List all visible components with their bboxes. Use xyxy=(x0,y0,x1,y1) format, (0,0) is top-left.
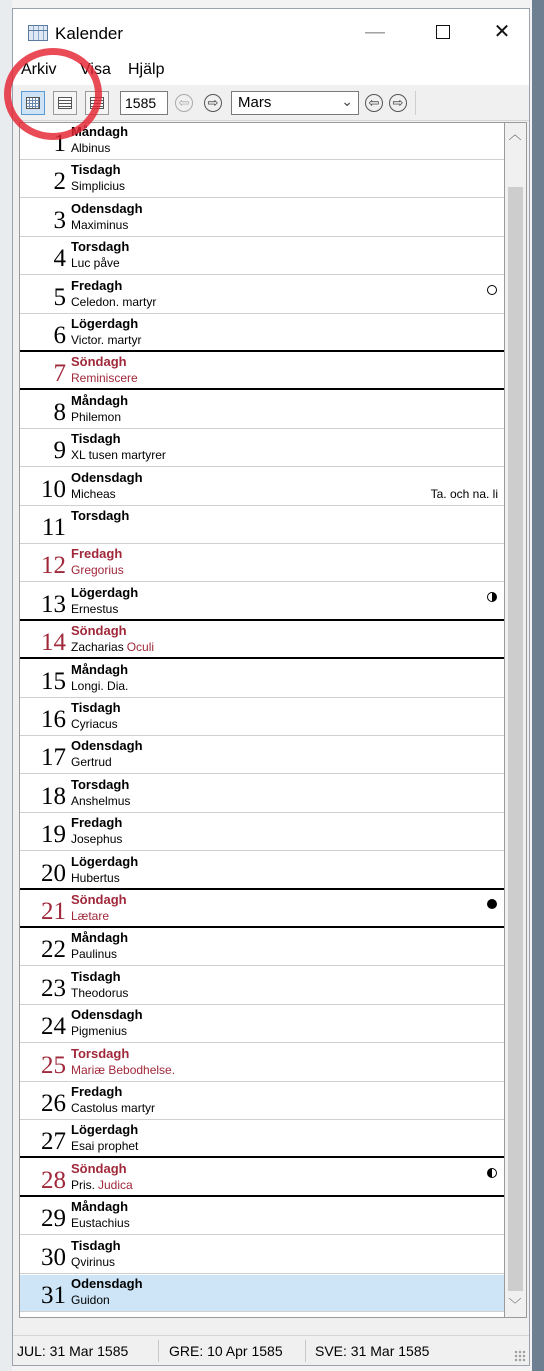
day-row[interactable] xyxy=(20,277,504,314)
day-row[interactable] xyxy=(20,507,504,544)
weekday-name: Söndagh xyxy=(71,623,127,638)
weekday-name: Lögerdagh xyxy=(71,585,139,600)
saint-text: Victor. martyr xyxy=(71,333,142,347)
saint-name xyxy=(71,1178,133,1192)
day-row[interactable] xyxy=(20,545,504,582)
window-title: Kalender xyxy=(55,24,124,43)
status-swedish-date: SVE: 31 Mar 1585 xyxy=(315,1343,430,1359)
saint-name xyxy=(71,218,128,232)
day-number: 6 xyxy=(53,322,66,349)
day-number: 23 xyxy=(41,975,66,1002)
saint-name xyxy=(71,871,120,885)
calendar-window xyxy=(12,8,530,1366)
day-row[interactable] xyxy=(20,315,504,352)
detail-list-view-button[interactable] xyxy=(85,91,109,115)
moon-phase-new-icon xyxy=(487,285,497,295)
close-icon: ✕ xyxy=(493,21,511,43)
day-row[interactable] xyxy=(20,238,504,275)
saint-text: Guidon xyxy=(71,1293,110,1307)
saint-text: Luc påve xyxy=(71,256,120,270)
saint-name xyxy=(71,1101,155,1115)
saint-name xyxy=(71,179,125,193)
saint-name xyxy=(71,1063,175,1077)
list-view-button[interactable] xyxy=(53,91,77,115)
chevron-up-icon: ︿ xyxy=(508,127,522,142)
day-row[interactable] xyxy=(20,430,504,467)
detail-list-view-icon xyxy=(90,97,104,109)
day-number: 16 xyxy=(41,706,66,733)
scroll-thumb[interactable] xyxy=(508,187,523,1291)
saint-text: Cyriacus xyxy=(71,717,118,731)
day-number: 15 xyxy=(41,668,66,695)
saint-text: Paulinus xyxy=(71,947,118,961)
day-row[interactable] xyxy=(20,353,504,390)
day-note: Ta. och na. li xyxy=(430,487,498,501)
list-view-icon xyxy=(58,97,72,109)
weekday-name: Odensdagh xyxy=(71,1276,143,1291)
chevron-down-icon: ﹀ xyxy=(508,1297,522,1312)
saint-name xyxy=(71,1139,138,1153)
weekday-name: Söndagh xyxy=(71,1161,127,1176)
day-list xyxy=(19,122,505,1318)
maximize-icon xyxy=(436,25,450,39)
weekday-name: Odensdagh xyxy=(71,738,143,753)
feast-name: Judica xyxy=(98,1178,133,1192)
weekday-name: Fredagh xyxy=(71,815,123,830)
saint-name xyxy=(71,909,109,923)
weekday-name: Lögerdagh xyxy=(71,316,139,331)
saint-name xyxy=(71,563,124,577)
weekday-name: Måndagh xyxy=(71,1199,129,1214)
saint-text: Theodorus xyxy=(71,986,129,1000)
weekday-name: Lögerdagh xyxy=(71,1122,139,1137)
day-number: 2 xyxy=(53,168,66,195)
day-number: 26 xyxy=(41,1090,66,1117)
day-number: 9 xyxy=(53,437,66,464)
calendar-app-icon xyxy=(28,25,48,41)
month-select[interactable] xyxy=(231,91,359,115)
menu-hjalp[interactable]: Hjälp xyxy=(128,61,165,78)
saint-name xyxy=(71,1293,110,1307)
weekday-name: Tisdagh xyxy=(71,1238,121,1253)
menu-visa[interactable]: Visa xyxy=(80,61,111,78)
chevron-down-icon: ⌄ xyxy=(341,93,353,109)
year-input[interactable]: 1585 xyxy=(120,91,168,115)
arrow-right-circle-icon: ⇨ xyxy=(207,95,219,110)
saint-text: Esai prophet xyxy=(71,1139,139,1153)
arrow-right-circle-icon: ⇨ xyxy=(392,95,404,110)
day-row[interactable] xyxy=(20,1083,504,1120)
day-number: 25 xyxy=(41,1052,66,1079)
day-row[interactable] xyxy=(20,1006,504,1043)
moon-phase-last-quarter-icon xyxy=(487,1168,497,1178)
saint-name xyxy=(71,333,141,347)
weekday-name: Söndagh xyxy=(71,892,127,907)
saint-text: Maximinus xyxy=(71,218,129,232)
day-number: 8 xyxy=(53,399,66,426)
day-row[interactable] xyxy=(20,737,504,774)
saint-text: Reminiscere xyxy=(71,371,138,385)
day-row[interactable] xyxy=(20,1275,504,1312)
vertical-scrollbar[interactable] xyxy=(505,122,527,1318)
saint-text: Pris. xyxy=(71,1178,95,1192)
day-number: 22 xyxy=(41,936,66,963)
day-number: 19 xyxy=(41,821,66,848)
weekday-name: Måndagh xyxy=(71,662,129,677)
day-row[interactable] xyxy=(20,776,504,813)
arrow-left-circle-icon: ⇦ xyxy=(368,95,380,110)
day-row[interactable] xyxy=(20,1045,504,1082)
weekday-name: Torsdagh xyxy=(71,239,130,254)
day-row[interactable] xyxy=(20,968,504,1005)
saint-text: Micheas xyxy=(71,487,116,501)
day-number: 3 xyxy=(53,207,66,234)
saint-text: Longi. Dia. xyxy=(71,679,129,693)
day-row[interactable] xyxy=(20,200,504,237)
day-row[interactable] xyxy=(20,123,504,160)
month-prev-button[interactable] xyxy=(365,94,383,112)
day-number: 11 xyxy=(41,514,66,541)
saint-text: Zacharias xyxy=(71,640,124,654)
day-number: 12 xyxy=(41,552,66,579)
day-number: 18 xyxy=(41,783,66,810)
day-row[interactable] xyxy=(20,622,504,659)
day-number: 29 xyxy=(41,1205,66,1232)
day-row[interactable] xyxy=(20,853,504,890)
minimize-icon: — xyxy=(365,21,385,43)
saint-name xyxy=(71,717,118,731)
saint-text: Albinus xyxy=(71,141,111,155)
weekday-name: Måndagh xyxy=(71,930,129,945)
saint-text: Simplicius xyxy=(71,179,126,193)
day-row[interactable] xyxy=(20,1160,504,1197)
day-row[interactable] xyxy=(20,1198,504,1235)
day-number: 17 xyxy=(41,744,66,771)
feast-name: Oculi xyxy=(126,640,155,654)
day-number: 31 xyxy=(41,1282,66,1309)
moon-phase-full-icon xyxy=(487,899,497,909)
weekday-name: Tisdagh xyxy=(71,162,121,177)
saint-name xyxy=(71,1024,127,1038)
month-grid-view-button[interactable] xyxy=(21,91,45,115)
desktop-background-left xyxy=(0,0,12,1371)
month-select-value: Mars xyxy=(238,94,272,111)
day-number: 20 xyxy=(41,860,66,887)
day-row[interactable] xyxy=(20,814,504,851)
month-next-button[interactable] xyxy=(389,94,407,112)
weekday-name: Tisdagh xyxy=(71,431,121,446)
saint-name xyxy=(71,755,112,769)
desktop-background-right xyxy=(532,0,544,1371)
saint-name xyxy=(71,794,130,808)
menu-arkiv[interactable]: Arkiv xyxy=(21,61,57,78)
day-number: 1 xyxy=(53,130,66,157)
day-number: 28 xyxy=(41,1167,66,1194)
saint-text: Gertrud xyxy=(71,755,112,769)
arrow-left-circle-icon: ⇦ xyxy=(178,95,190,110)
day-row[interactable] xyxy=(20,891,504,928)
minimize-button[interactable] xyxy=(352,17,398,47)
status-divider xyxy=(305,1340,306,1362)
weekday-name: Fredagh xyxy=(71,1084,123,1099)
saint-name xyxy=(71,141,110,155)
saint-text: Lætare xyxy=(71,909,110,923)
day-number: 4 xyxy=(53,245,66,272)
day-row[interactable] xyxy=(20,661,504,698)
weekday-name: Odensdagh xyxy=(71,470,143,485)
saint-name xyxy=(71,640,154,654)
saint-text: Mariæ Bebodhelse. xyxy=(71,1063,176,1077)
maximize-button[interactable] xyxy=(420,17,466,47)
day-number: 10 xyxy=(41,476,66,503)
close-button[interactable] xyxy=(479,17,525,47)
resize-grip-icon[interactable] xyxy=(514,1350,526,1362)
saint-name xyxy=(71,679,128,693)
saint-text: Josephus xyxy=(71,832,123,846)
day-number: 24 xyxy=(41,1013,66,1040)
saint-name xyxy=(71,1255,115,1269)
day-row[interactable] xyxy=(20,584,504,621)
saint-text: Ernestus xyxy=(71,602,119,616)
saint-name xyxy=(71,487,116,501)
weekday-name: Odensdagh xyxy=(71,201,143,216)
saint-text: Castolus martyr xyxy=(71,1101,156,1115)
day-row[interactable] xyxy=(20,161,504,198)
weekday-name: Måndagh xyxy=(71,393,129,408)
moon-phase-first-quarter-icon xyxy=(487,592,497,602)
day-number: 7 xyxy=(53,360,66,387)
toolbar xyxy=(13,85,529,121)
saint-text: Pigmenius xyxy=(71,1024,128,1038)
saint-text: Qvirinus xyxy=(71,1255,116,1269)
saint-text: Philemon xyxy=(71,410,122,424)
saint-name xyxy=(71,448,166,462)
saint-text: Celedon. martyr xyxy=(71,295,157,309)
menu-bar xyxy=(13,55,529,85)
day-number: 5 xyxy=(53,284,66,311)
saint-name xyxy=(71,1216,130,1230)
scroll-down-button[interactable] xyxy=(505,1293,525,1317)
status-julian-date: JUL: 31 Mar 1585 xyxy=(17,1343,129,1359)
day-number: 14 xyxy=(41,629,66,656)
day-row[interactable] xyxy=(20,1237,504,1274)
weekday-name: Måndagh xyxy=(71,124,129,139)
title-bar[interactable] xyxy=(13,9,529,55)
month-grid-view-icon xyxy=(26,97,40,109)
saint-name xyxy=(71,410,121,424)
weekday-name: Fredagh xyxy=(71,546,123,561)
day-row[interactable] xyxy=(20,392,504,429)
day-row[interactable] xyxy=(20,1121,504,1158)
day-number: 27 xyxy=(41,1128,66,1155)
status-bar xyxy=(13,1335,529,1365)
weekday-name: Fredagh xyxy=(71,278,123,293)
saint-name xyxy=(71,602,118,616)
status-divider xyxy=(158,1340,159,1362)
weekday-name: Odensdagh xyxy=(71,1007,143,1022)
weekday-name: Tisdagh xyxy=(71,969,121,984)
weekday-name: Torsdagh xyxy=(71,1046,130,1061)
weekday-name: Torsdagh xyxy=(71,508,130,523)
day-number: 30 xyxy=(41,1244,66,1271)
day-row[interactable] xyxy=(20,699,504,736)
scroll-up-button[interactable] xyxy=(505,123,525,147)
day-number: 21 xyxy=(41,898,66,925)
saint-name xyxy=(71,371,138,385)
saint-name xyxy=(71,832,122,846)
saint-name xyxy=(71,295,156,309)
day-row[interactable] xyxy=(20,469,504,506)
weekday-name: Söndagh xyxy=(71,354,127,369)
saint-text: Eustachius xyxy=(71,1216,130,1230)
weekday-name: Tisdagh xyxy=(71,700,121,715)
toolbar-separator xyxy=(415,91,416,115)
saint-text: XL tusen martyrer xyxy=(71,448,166,462)
saint-name xyxy=(71,947,117,961)
weekday-name: Torsdagh xyxy=(71,777,130,792)
saint-name xyxy=(71,986,128,1000)
status-gregorian-date: GRE: 10 Apr 1585 xyxy=(169,1343,283,1359)
saint-text: Anshelmus xyxy=(71,794,131,808)
saint-name xyxy=(71,256,120,270)
saint-text: Gregorius xyxy=(71,563,124,577)
year-prev-button[interactable] xyxy=(175,94,193,112)
weekday-name: Lögerdagh xyxy=(71,854,139,869)
year-next-button[interactable] xyxy=(204,94,222,112)
day-number: 13 xyxy=(41,591,66,618)
day-row[interactable] xyxy=(20,929,504,966)
saint-text: Hubertus xyxy=(71,871,120,885)
